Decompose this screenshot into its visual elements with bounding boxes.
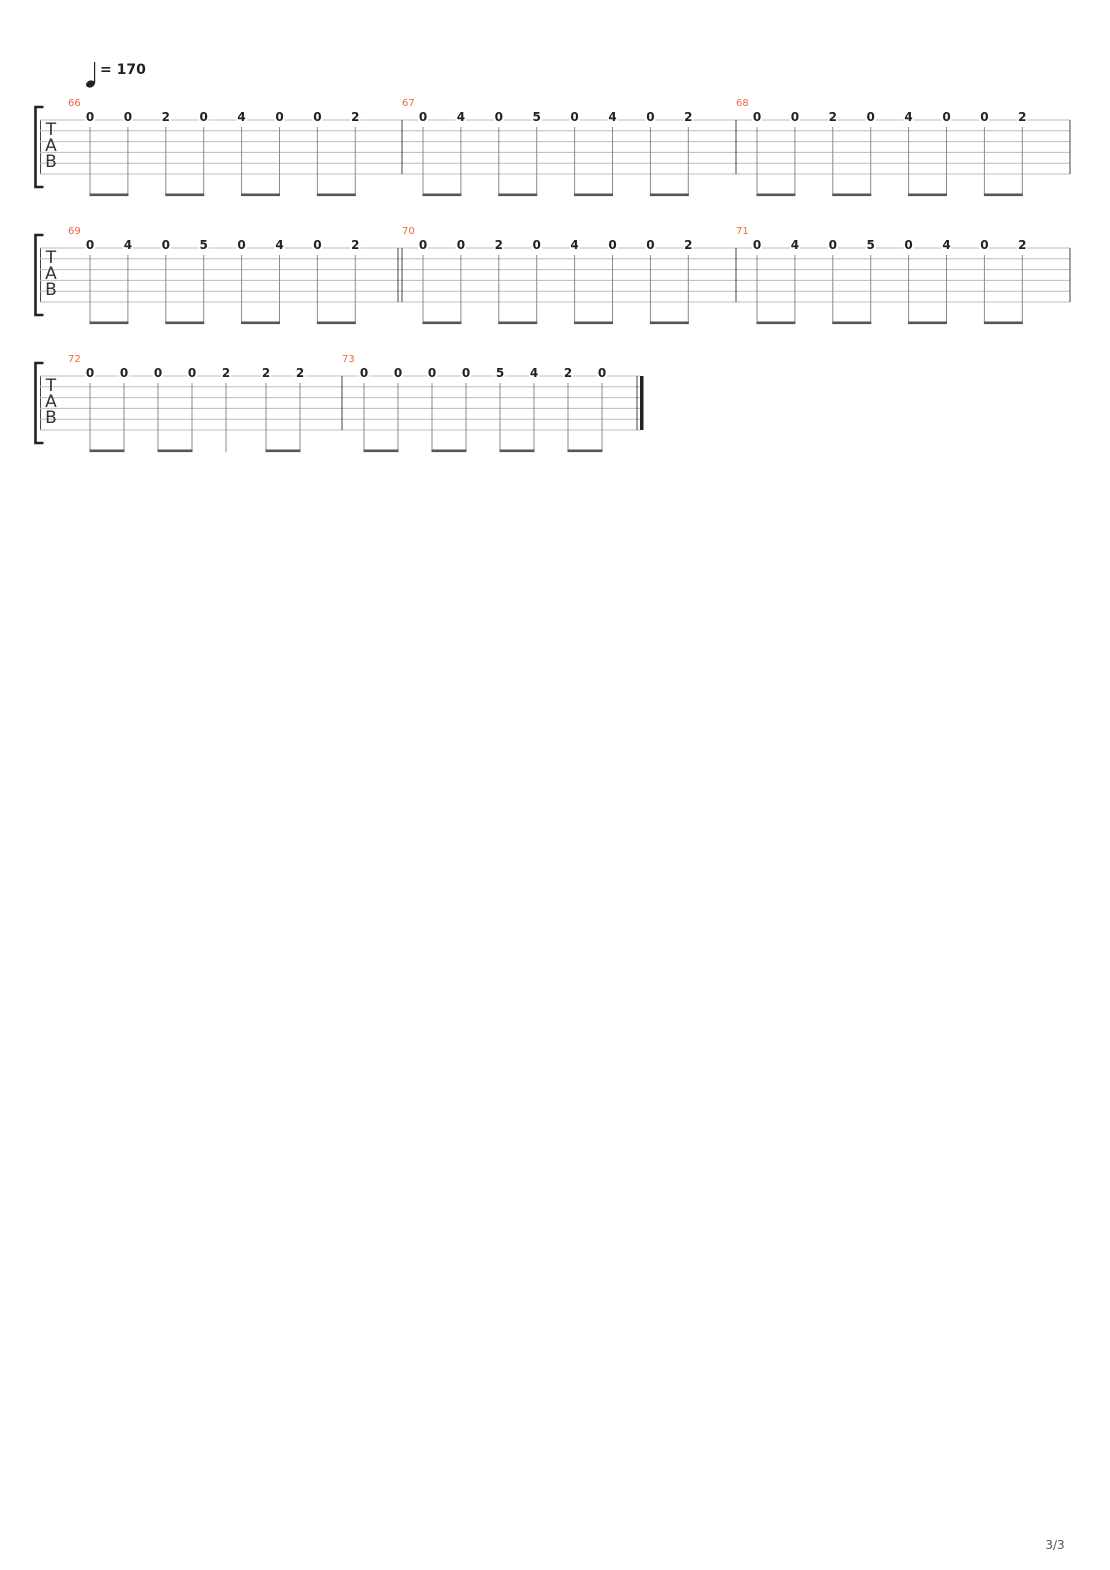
note-beam xyxy=(317,194,356,197)
fret-number: 2 xyxy=(684,110,693,124)
note-beam xyxy=(498,322,537,325)
fret-number: 0 xyxy=(980,110,989,124)
fret-number: 0 xyxy=(570,110,579,124)
page-number: 3/3 xyxy=(1045,1538,1065,1552)
note-beam xyxy=(832,322,871,325)
fret-number: 0 xyxy=(427,366,437,380)
tab-systems xyxy=(36,98,1071,452)
note-beam xyxy=(266,450,301,453)
fret-number: 2 xyxy=(563,366,573,380)
note-beam xyxy=(423,322,462,325)
tab-clef-letter: T xyxy=(45,376,57,396)
bar-number: 73 xyxy=(342,354,355,365)
system-bracket xyxy=(36,235,44,315)
tab-system xyxy=(36,98,1071,196)
fret-number: 0 xyxy=(494,110,503,124)
measure xyxy=(736,98,1070,196)
fret-number: 0 xyxy=(752,238,762,252)
fret-number: 2 xyxy=(1018,238,1027,252)
fret-number: 0 xyxy=(153,366,163,380)
fret-number: 0 xyxy=(608,238,617,252)
fret-number: 0 xyxy=(532,238,541,252)
fret-number: 0 xyxy=(237,238,246,252)
fret-number: 0 xyxy=(866,110,875,124)
fret-number: 4 xyxy=(123,238,133,252)
fret-number: 4 xyxy=(237,110,246,124)
fret-number: 0 xyxy=(418,110,428,124)
fret-number: 2 xyxy=(351,110,360,124)
note-beam xyxy=(574,194,613,197)
note-beam xyxy=(650,322,689,325)
fret-number: 0 xyxy=(646,238,655,252)
fret-number: 0 xyxy=(646,110,655,124)
note-beam xyxy=(574,322,613,325)
fret-number: 0 xyxy=(790,110,800,124)
fret-number: 2 xyxy=(828,110,837,124)
note-beam xyxy=(432,450,467,453)
bar-number: 69 xyxy=(68,226,81,237)
fret-number: 0 xyxy=(904,238,913,252)
fret-number: 0 xyxy=(123,110,133,124)
fret-number: 0 xyxy=(85,238,95,252)
fret-number: 0 xyxy=(980,238,989,252)
note-beam xyxy=(908,322,947,325)
fret-number: 0 xyxy=(461,366,471,380)
system-bracket xyxy=(36,107,44,187)
note-beam xyxy=(317,322,356,325)
tab-clef-letter: B xyxy=(45,152,57,172)
bar-number: 72 xyxy=(68,354,81,365)
note-beam xyxy=(757,194,796,197)
tab-clef-letter: B xyxy=(45,408,57,428)
fret-number: 0 xyxy=(119,366,129,380)
fret-number: 0 xyxy=(199,110,208,124)
measure xyxy=(68,98,402,196)
fret-number: 0 xyxy=(85,366,95,380)
fret-number: 4 xyxy=(456,110,466,124)
fret-number: 4 xyxy=(608,110,617,124)
note-beam xyxy=(984,322,1023,325)
fret-number: 0 xyxy=(359,366,369,380)
bar-number: 71 xyxy=(736,226,749,237)
fret-number: 2 xyxy=(221,366,231,380)
final-barline xyxy=(640,376,644,430)
fret-number: 0 xyxy=(393,366,403,380)
note-beam xyxy=(165,194,204,197)
note-beam xyxy=(832,194,871,197)
note-beam xyxy=(423,194,462,197)
tab-system xyxy=(36,354,644,452)
measure xyxy=(68,226,402,324)
measure xyxy=(402,98,736,196)
fret-number: 0 xyxy=(275,110,284,124)
note-beam xyxy=(90,450,125,453)
bar-number: 66 xyxy=(68,98,81,109)
note-beam xyxy=(364,450,399,453)
fret-number: 5 xyxy=(532,110,541,124)
fret-number: 4 xyxy=(275,238,284,252)
bar-number: 68 xyxy=(736,98,749,109)
fret-number: 2 xyxy=(494,238,503,252)
fret-number: 0 xyxy=(597,366,607,380)
note-beam xyxy=(650,194,689,197)
measure xyxy=(68,354,342,452)
quarter-note-icon xyxy=(85,62,96,89)
fret-number: 2 xyxy=(351,238,360,252)
bar-number: 67 xyxy=(402,98,415,109)
fret-number: 5 xyxy=(199,238,208,252)
note-beam xyxy=(90,322,129,325)
note-beam xyxy=(500,450,535,453)
fret-number: 0 xyxy=(313,110,322,124)
fret-number: 5 xyxy=(495,366,505,380)
fret-number: 2 xyxy=(684,238,693,252)
fret-number: 0 xyxy=(161,238,170,252)
note-beam xyxy=(568,450,603,453)
measure xyxy=(342,354,644,452)
note-beam xyxy=(90,194,129,197)
fret-number: 5 xyxy=(866,238,875,252)
fret-number: 4 xyxy=(942,238,951,252)
note-beam xyxy=(165,322,204,325)
tab-clef-letter: B xyxy=(45,280,57,300)
tab-clef-letter: A xyxy=(45,264,57,284)
fret-number: 2 xyxy=(1018,110,1027,124)
fret-number: 0 xyxy=(456,238,466,252)
tempo-value: = 170 xyxy=(100,62,146,78)
note-beam xyxy=(498,194,537,197)
note-beam xyxy=(241,322,280,325)
tab-clef-letter: T xyxy=(45,120,57,140)
fret-number: 0 xyxy=(942,110,951,124)
fret-number: 4 xyxy=(904,110,913,124)
system-bracket xyxy=(36,363,44,443)
note-beam xyxy=(241,194,280,197)
note-beam xyxy=(757,322,796,325)
fret-number: 0 xyxy=(313,238,322,252)
note-beam xyxy=(908,194,947,197)
measure xyxy=(402,226,736,324)
fret-number: 2 xyxy=(161,110,170,124)
measure xyxy=(736,226,1070,324)
note-beam xyxy=(158,450,193,453)
tab-clef-letter: T xyxy=(45,248,57,268)
tab-system xyxy=(36,226,1071,324)
note-beam xyxy=(984,194,1023,197)
fret-number: 4 xyxy=(570,238,579,252)
fret-number: 4 xyxy=(529,366,539,380)
fret-number: 4 xyxy=(790,238,800,252)
bar-number: 70 xyxy=(402,226,415,237)
fret-number: 0 xyxy=(752,110,762,124)
fret-number: 0 xyxy=(828,238,837,252)
fret-number: 2 xyxy=(261,366,271,380)
fret-number: 2 xyxy=(295,366,305,380)
tab-clef-letter: A xyxy=(45,392,57,412)
tab-clef-letter: A xyxy=(45,136,57,156)
tempo-marking xyxy=(85,62,146,89)
fret-number: 0 xyxy=(187,366,197,380)
fret-number: 0 xyxy=(85,110,95,124)
fret-number: 0 xyxy=(418,238,428,252)
